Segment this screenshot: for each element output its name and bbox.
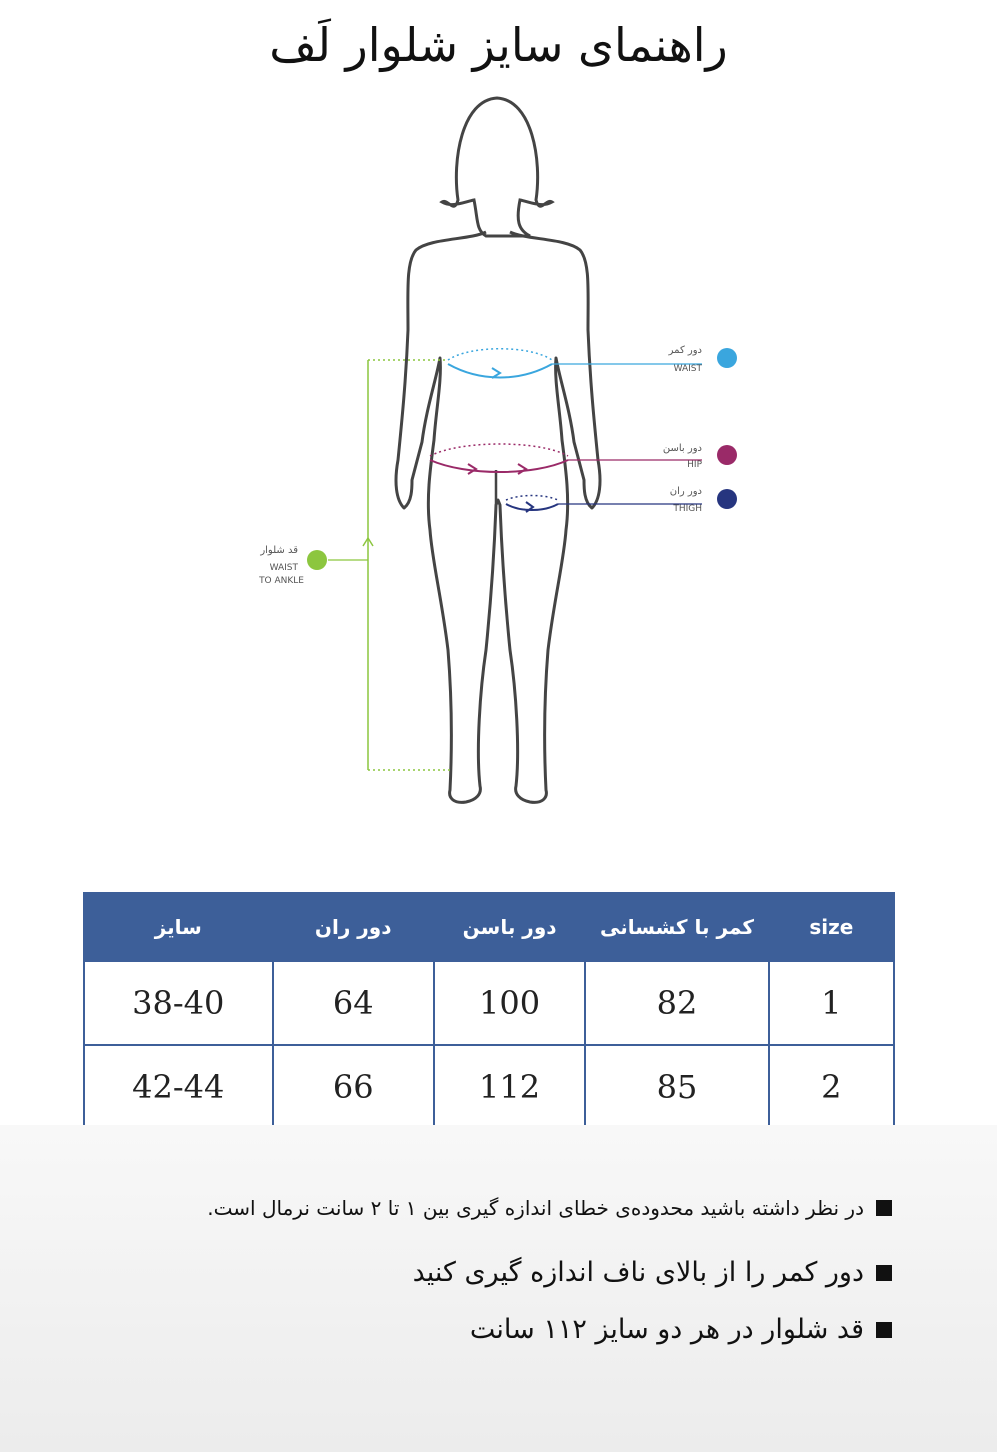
waist-arc [448, 364, 552, 378]
table-row [84, 1045, 894, 1129]
bullet-square-icon [876, 1200, 892, 1216]
hip-dotted-arc [430, 444, 568, 456]
waist-dot [717, 348, 737, 368]
thigh-label-en: THIGH [673, 504, 702, 514]
cell-hip: 100 [434, 961, 585, 1045]
hip-label-fa: دور باسن [662, 443, 702, 454]
hip-arc [430, 460, 568, 472]
length-label-fa: قد شلوار [260, 545, 298, 556]
notes-background [0, 1125, 997, 1452]
header-thigh: دور ران [273, 893, 434, 961]
note-text: در نظر داشته باشید محدوده‌ی خطای اندازه گیری بین ۱ تا ۲ سانت نرمال است. [207, 1196, 864, 1220]
waist-label-fa: دور کمر [668, 345, 702, 356]
thigh-dotted-arc [506, 496, 558, 501]
length-label-en-2: TO ANKLE [259, 576, 304, 586]
body-measurement-figure [190, 90, 810, 820]
body-outline-illustration [190, 90, 810, 820]
hip-dot [717, 445, 737, 465]
hip-arrow-right [518, 464, 526, 474]
head-outline [442, 98, 552, 236]
cell-size: 1 [769, 961, 894, 1045]
cell-waist: 82 [585, 961, 768, 1045]
cell-thigh: 64 [273, 961, 434, 1045]
header-size: size [769, 893, 894, 961]
header-size-fa: سایز [84, 893, 273, 961]
waist-dotted-arc [448, 349, 552, 360]
waist-label-en: WAIST [673, 364, 702, 374]
cell-size: 2 [769, 1045, 894, 1129]
header-hip: دور باسن [434, 893, 585, 961]
table-row [84, 961, 894, 1045]
table-header-row [84, 893, 894, 961]
note-pants-length [470, 1314, 892, 1345]
length-label-en-1: WAIST [269, 563, 298, 573]
cell-waist: 85 [585, 1045, 768, 1129]
thigh-dot [717, 489, 737, 509]
cell-thigh: 66 [273, 1045, 434, 1129]
note-measurement-error [207, 1196, 892, 1220]
page-title: راهنمای سایز شلوار لَف [269, 18, 728, 72]
thigh-label-fa: دور ران [669, 486, 702, 497]
cell-size-range: 42-44 [84, 1045, 273, 1129]
hip-arrow-left [468, 464, 476, 474]
size-table [83, 892, 895, 1130]
header-waist-elastic: کمر با کشسانی [585, 893, 768, 961]
torso-outline [396, 232, 600, 802]
length-dot [307, 550, 327, 570]
bullet-square-icon [876, 1265, 892, 1281]
hip-label-en: HIP [687, 460, 702, 470]
cell-hip: 112 [434, 1045, 585, 1129]
note-text: قد شلوار در هر دو سایز ۱۱۲ سانت [469, 1314, 864, 1345]
bullet-square-icon [876, 1322, 892, 1338]
note-text: دور کمر را از بالای ناف اندازه گیری کنید [412, 1257, 864, 1288]
cell-size-range: 38-40 [84, 961, 273, 1045]
note-waist-measure [413, 1257, 892, 1288]
